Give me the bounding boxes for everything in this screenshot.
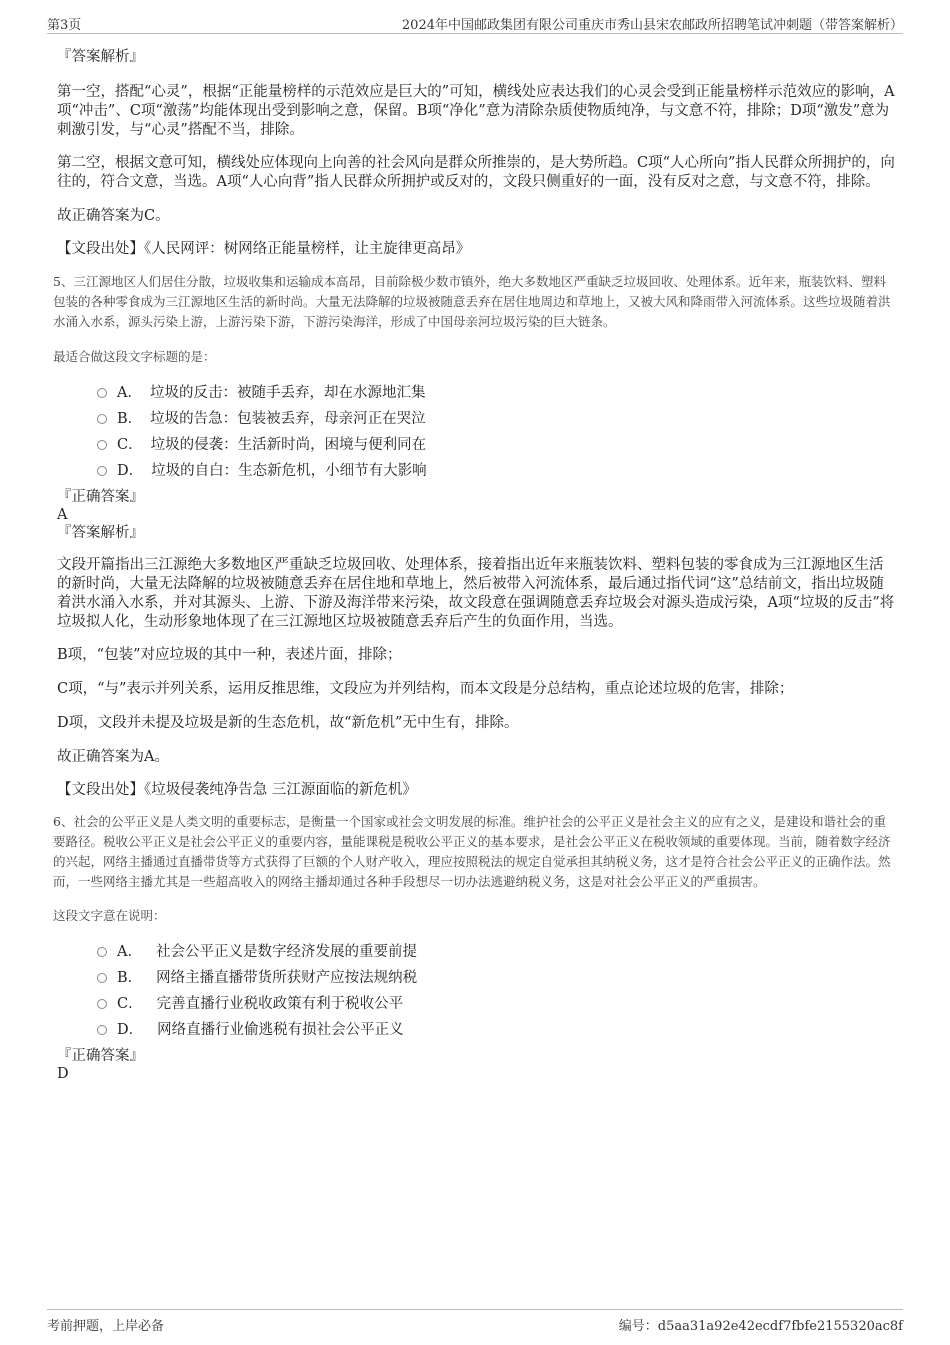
option-c[interactable]: [97, 989, 897, 1015]
option-text: 完善直播行业税收政策有利于税收公平: [156, 995, 404, 1012]
option-text: 网络直播行业偷逃税有损社会公平正义: [157, 1021, 404, 1038]
option-letter: A．: [117, 384, 142, 401]
analysis-paragraph: 第一空，搭配“心灵”，根据“正能量榜样的示范效应是巨大的”可知，横线处应表达我们的心灵会受到正能量榜样示范效应的影响，A项“冲击”、C项“激荡”均能体现出受到影响之意，保留。B项“净化”意为清除杂质使物质纯净，与文意不符，排除；D项“激发”意为刺激引发，与“心灵”搭配不当，排除。: [57, 84, 895, 138]
radio-button[interactable]: [97, 414, 107, 424]
option-text: 垃圾的告急：包装被丢弃，母亲河正在哭泣: [150, 410, 426, 427]
option-text: 社会公平正义是数字经济发展的重要前提: [155, 943, 417, 960]
option-text: 网络主播直播带货所获财产应按法规纳税: [156, 969, 418, 986]
option-text: 垃圾的反击：被随手丢弃，却在水源地汇集: [149, 384, 426, 401]
radio-button[interactable]: [97, 466, 107, 476]
option-letter: D．: [117, 1021, 144, 1038]
option-letter: D．: [117, 462, 144, 479]
page-number: 第3页: [47, 18, 82, 33]
option-letter: C．: [117, 995, 143, 1012]
option-b[interactable]: [97, 963, 897, 989]
analysis-paragraph: B项，“包装”对应垃圾的其中一种，表述片面，排除；: [57, 647, 402, 663]
correct-answer: D: [57, 1066, 69, 1082]
document-title: 2024年中国邮政集团有限公司重庆市秀山县宋农邮政所招聘笔试冲刺题（带答案解析）: [401, 18, 903, 33]
option-d[interactable]: [97, 456, 897, 482]
question-stem: 5、三江源地区人们居住分散，垃圾收集和运输成本高昂，目前除极少数市镇外，绝大多数地区严重缺乏垃圾回收、处理体系。近年来，瓶装饮料、塑料包装的各种零食成为三江源地区生活的新时尚。大量无法降解的垃圾被随意丢弃在居住地周边和草地上，又被大风和降雨带入河流体系。这些垃圾随着洪水涌入水系，源头污染上游，上游污染下游，下游污染海洋，形成了中国母亲河垃圾污染的巨大链条。: [53, 274, 891, 329]
option-a[interactable]: [97, 378, 897, 404]
footer-slogan: 考前押题，上岸必备: [47, 1319, 165, 1334]
page-header: [47, 12, 903, 34]
radio-button[interactable]: [97, 388, 107, 398]
correct-answer: A: [57, 507, 68, 523]
analysis-paragraph: D项，文段并未提及垃圾是新的生态危机，故“新危机”无中生有，排除。: [57, 715, 519, 731]
option-a[interactable]: [97, 937, 897, 963]
analysis-label: 『答案解析』: [57, 49, 144, 65]
option-letter: C．: [117, 436, 143, 453]
question-prompt: 最适合做这段文字标题的是：: [53, 349, 216, 364]
source-citation: 【文段出处】《人民网评：树网络正能量榜样，让主旋律更高昂》: [57, 241, 471, 257]
analysis-paragraph: 文段开篇指出三江源绝大多数地区严重缺乏垃圾回收、处理体系，接着指出近年来瓶装饮料、塑料包装的零食成为三江源地区生活的新时尚，大量无法降解的垃圾被随意丢弃在居住地和草地上，然后被带入河流体系，最后通过指代词“这”总结前文，指出垃圾随着洪水涌入水系，并对其源头、上游、下游及海洋带来污染，故文段意在强调随意丢弃垃圾会对源头造成污染，A项“垃圾的反击”将垃圾拟人化，生动形象地体现了在三江源地区垃圾被随意丢弃后产生的负面作用，当选。: [57, 557, 895, 630]
option-list: [97, 937, 897, 1041]
option-d[interactable]: [97, 1015, 897, 1041]
option-c[interactable]: [97, 430, 897, 456]
page-footer: [47, 1309, 903, 1334]
radio-button[interactable]: [97, 947, 107, 957]
correct-answer-label: 『正确答案』: [57, 489, 144, 505]
conclusion-text: 故正确答案为C。: [57, 208, 170, 224]
radio-button[interactable]: [97, 973, 107, 983]
analysis-paragraph: C项，“与”表示并列关系，运用反推思维，文段应为并列结构，而本文段是分总结构，重点论述垃圾的危害，排除；: [57, 681, 794, 697]
option-letter: A．: [117, 943, 142, 960]
option-letter: B．: [117, 410, 143, 427]
analysis-paragraph: 第二空，根据文意可知，横线处应体现向上向善的社会风向是群众所推崇的，是大势所趋。C项“人心所向”指人民群众所拥护的，向往的，符合文意，当选。A项“人心向背”指人民群众所拥护或反对的，文段只侧重好的一面，没有反对之意，与文意不符，排除。: [57, 155, 895, 190]
question-prompt: 这段文字意在说明：: [53, 908, 166, 923]
option-b[interactable]: [97, 404, 897, 430]
option-letter: B．: [117, 969, 143, 986]
correct-answer-label: 『正确答案』: [57, 1048, 144, 1064]
radio-button[interactable]: [97, 999, 107, 1009]
option-list: [97, 378, 897, 482]
analysis-label: 『答案解析』: [57, 525, 144, 541]
source-citation: 【文段出处】《垃圾侵袭纯净告急 三江源面临的新危机》: [57, 782, 417, 798]
radio-button[interactable]: [97, 440, 107, 450]
document-code: 编号：d5aa31a92e42ecdf7fbfe2155320ac8f: [618, 1319, 903, 1334]
option-text: 垃圾的自白：生态新危机，小细节有大影响: [151, 462, 427, 479]
question-stem: 6、社会的公平正义是人类文明的重要标志，是衡量一个国家或社会文明发展的标准。维护社会的公平正义是社会主义的应有之义，是建设和谐社会的重要路径。税收公平正义是社会公平正义的重要内容，量能课税是税收公平正义的基本要求，是社会公平正义在税收领域的重要体现。当前，随着数字经济的兴起，网络主播通过直播带货等方式获得了巨额的个人财产收入，理应按照税法的规定自觉承担其纳税义务，这才是符合社会公平正义的正确作法。然而，一些网络主播尤其是一些超高收入的网络主播却通过各种手段想尽一切办法逃避纳税义务，这是对社会公平正义的严重损害。: [53, 814, 891, 889]
radio-button[interactable]: [97, 1025, 107, 1035]
option-text: 垃圾的侵袭：生活新时尚，困境与便利同在: [150, 436, 427, 453]
conclusion-text: 故正确答案为A。: [57, 749, 169, 765]
page-content: [53, 42, 897, 1083]
